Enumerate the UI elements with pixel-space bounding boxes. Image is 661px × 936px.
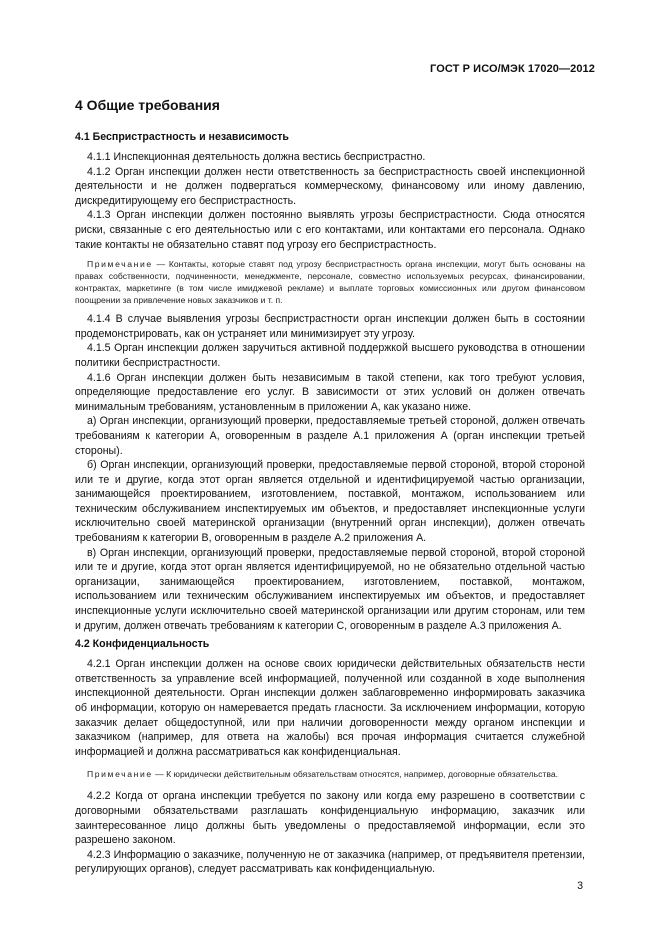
page-content [75, 96, 585, 877]
note-label: Примечание [87, 769, 153, 780]
note-label: Примечание [87, 259, 153, 270]
list-item-a: а) Орган инспекции, организующий проверки, предоставляемые третьей стороной, должен отвечать требованиям к категории А, оговоренным в разделе А.1 приложения А (орган инспекции третьей стороны). [75, 415, 585, 457]
note-1 [75, 258, 585, 306]
paragraph-4-1-2: 4.1.2 Орган инспекции должен нести ответственность за беспристрастность своей инспекционной деятельности и не должен подвергаться коммерческому, финансовому или иному давлению, дискредитирующему его беспристрастность. [75, 165, 585, 207]
paragraph-4-2-3: 4.2.3 Информацию о заказчике, полученную не от заказчика (например, от предъявителя претензии, регулирующих органов), следует рассматривать как конфиденциальную. [75, 848, 585, 876]
subsection-title-4-1: 4.1 Беспристрастность и независимость [75, 131, 289, 143]
document-header: ГОСТ Р ИСО/МЭК 17020—2012 [430, 63, 595, 75]
paragraph-4-1-5: 4.1.5 Орган инспекции должен заручиться активной поддержкой высшего руководства в отношении политики беспристрастности. [75, 342, 585, 369]
paragraph-4-2-2: 4.2.2 Когда от органа инспекции требуется по закону или когда ему разрешено в соответствии с договорными обязательствами разглашать конфиденциальную информацию, заказчик или заинтересованное лицо должны быть уведомлены о предоставляемой информации, если это разрешено законом. [75, 790, 585, 847]
paragraph-4-1-1: 4.1.1 Инспекционная деятельность должна вестись беспристрастно. [87, 151, 426, 163]
paragraph-4-2-1: 4.2.1 Орган инспекции должен на основе своих юридически действительных обязательств нести ответственность за управление всей информацией, полученной или созданной в ходе выполнения инспекционной деятельности. Орган инспекции должен заблаговременно информировать заказчика об информации, которую он намеревается предать гласности. За исключением информации, которую заказчик делает общедоступной, или при наличии договоренности между органом инспекции и заказчиком (например, для ответа на жалобы) вся прочая информация считается служебной информацией и должна рассматриваться как конфиденциальная. [75, 658, 585, 758]
subsection-title-4-2: 4.2 Конфиденциальность [75, 638, 210, 651]
section-title: 4 Общие требования [75, 97, 220, 113]
list-item-b: б) Орган инспекции, организующий проверки, предоставляемые первой стороной, второй стороной или те и другие, когда этот орган является отдельной и идентифицируемой частью организации, занимающейся проектированием, изготовлением, поставкой, монтажом, использованием или техническим обслуживанием инспектируемых им объектов, и предоставляет инспекционные услуги исключительно своей материнской организации (внутренний орган инспекции), должен отвечать требованиям к категории В, оговоренным в разделе А.2 приложения А. [75, 459, 585, 545]
page-number: 3 [577, 880, 583, 892]
note-text: — Контакты, которые ставят под угрозу беспристрастность органа инспекции, могут быть основаны на правах собственности, подчиненности, менеджменте, персонале, совместно используемых ресурсах, финансировании, контрактах, маркетинге (в том числе имиджевой рекламе) и выплате торговых комиссионных или другом финансовом поощрении за привлечение новых заказчиков и т. п. [75, 259, 585, 306]
paragraph-4-1-3: 4.1.3 Орган инспекции должен постоянно выявлять угрозы беспристрастности. Сюда относятся риски, связанные с его деятельностью или с его контактами, или контактами его персонала. Однако такие контакты не обязательно ставят под угрозу его беспристрастность. [75, 209, 585, 251]
list-item-v: в) Орган инспекции, организующий проверки, предоставляемые первой стороной, второй стороной или те и другие, когда этот орган является идентифицируемой, но не обязательно отдельной частью организации, занимающейся проектированием, изготовлением, поставкой, монтажом, использованием или техническим обслуживанием инспектируемых им объектов, и предоставляет инспекционные услуги исключительно своей материнской организации или другим сторонам, или тем и другим, должен отвечать требованиям к категории С, оговоренным в разделе А.3 приложения А. [75, 546, 585, 632]
paragraph-4-1-4: 4.1.4 В случае выявления угрозы беспристрастности орган инспекции должен быть в состоянии продемонстрировать, как он устраняет или минимизирует эту угрозу. [75, 313, 585, 340]
paragraph-4-1-6: 4.1.6 Орган инспекции должен быть независимым в такой степени, как того требуют условия, определяющие предоставление его услуг. В зависимости от этих условий он должен отвечать минимальным требованиям, установленным в приложении А, как указано ниже. [75, 371, 585, 413]
note-2 [75, 768, 585, 780]
note-text: — К юридически действительным обязательствам относятся, например, договорные обязательства. [152, 769, 558, 780]
